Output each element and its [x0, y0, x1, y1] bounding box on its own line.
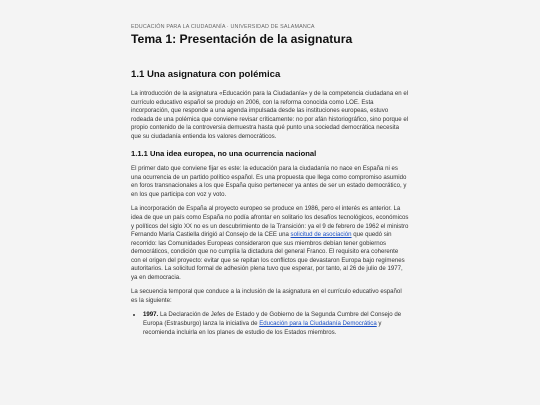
course-kicker: EDUCACIÓN PARA LA CIUDADANÍA · UNIVERSIDAD DE SALAMANCA — [131, 24, 315, 30]
section-intro-paragraph: La introducción de la asignatura «Educación para la Ciudadanía» y de la competencia ciudadana en el currículo educativo español se produjo en 2006, con la reforma conocida como LOE. Esta incorporación, que responde a una agenda impulsada desde las instituciones europeas, estuvo rodeada de una polémica que conviene revisar críticamente: no por afán historiográfico, sino porque el propio contenido de la controversia demuestra hasta qué punto una sociedad democrática necesita que su ciudadanía entienda los valores democráticos. — [131, 90, 409, 140]
timeline-list — [131, 311, 409, 337]
paragraph-spain-history — [131, 205, 409, 282]
page-title: Tema 1: Presentación de la asignatura — [131, 32, 353, 46]
paragraph-timeline-intro: La secuencia temporal que conduce a la inclusión de la asignatura en el currículo educativo español es la siguiente: — [131, 288, 402, 304]
paragraph-text: La incorporación de España al proyecto europeo se produce en 1986, pero el interés es anterior. La idea de que un país como España no podía afrontar en solitario los desafíos tecnológicos, económicos y políticos del siglo XX no es un descubrimiento de la Transición: ya el 9 de febrero de 1962 el ministro Fernando María Castiella dirigió al Consejo de la CEE una — [131, 205, 409, 239]
list-item — [143, 311, 409, 337]
article — [131, 24, 409, 337]
list-item-year: 1997. — [143, 311, 159, 319]
paragraph-european-idea: El primer dato que conviene fijar es este: la educación para la ciudadanía no nace en España ni es una ocurrencia de un partido político español. Es una propuesta que llega como compromiso asumido en foros transnacionales a los que España quiso pertenecer ya antes de ser un estado democrático, y en los que participa con voz y voto. — [131, 165, 407, 198]
association-request-link[interactable]: solicitud de asociación — [290, 231, 352, 239]
citizenship-education-link[interactable]: Educación para la Ciudadanía Democrática — [259, 320, 377, 328]
list-item-text: y recomienda incluirla en los planes de estudio de los Estados miembros. — [143, 320, 382, 336]
paragraph-text: que quedó sin recorrido: las Comunidades Europeas consideraron que sus miembros debían tener gobiernos democráticos, condición que no cumplía la dictadura del general Franco. El requisito era coherente con el origen del proyecto: evitar que se repitan los conflictos que devastaron Europa bajo regímenes autoritarios. La solicitud formal de adhesión plena tuvo que esperar, por tanto, al 26 de julio de 1977, ya en democracia. — [131, 231, 405, 281]
subsection-heading: 1.1.1 Una idea europea, no una ocurrencia nacional — [131, 149, 317, 159]
list-item-text: La Declaración de Jefes de Estado y de Gobierno de la Segunda Cumbre del Consejo de Europa (Estrasburgo) lanza la iniciativa de — [143, 311, 402, 328]
section-heading: 1.1 Una asignatura con polémica — [131, 69, 281, 80]
